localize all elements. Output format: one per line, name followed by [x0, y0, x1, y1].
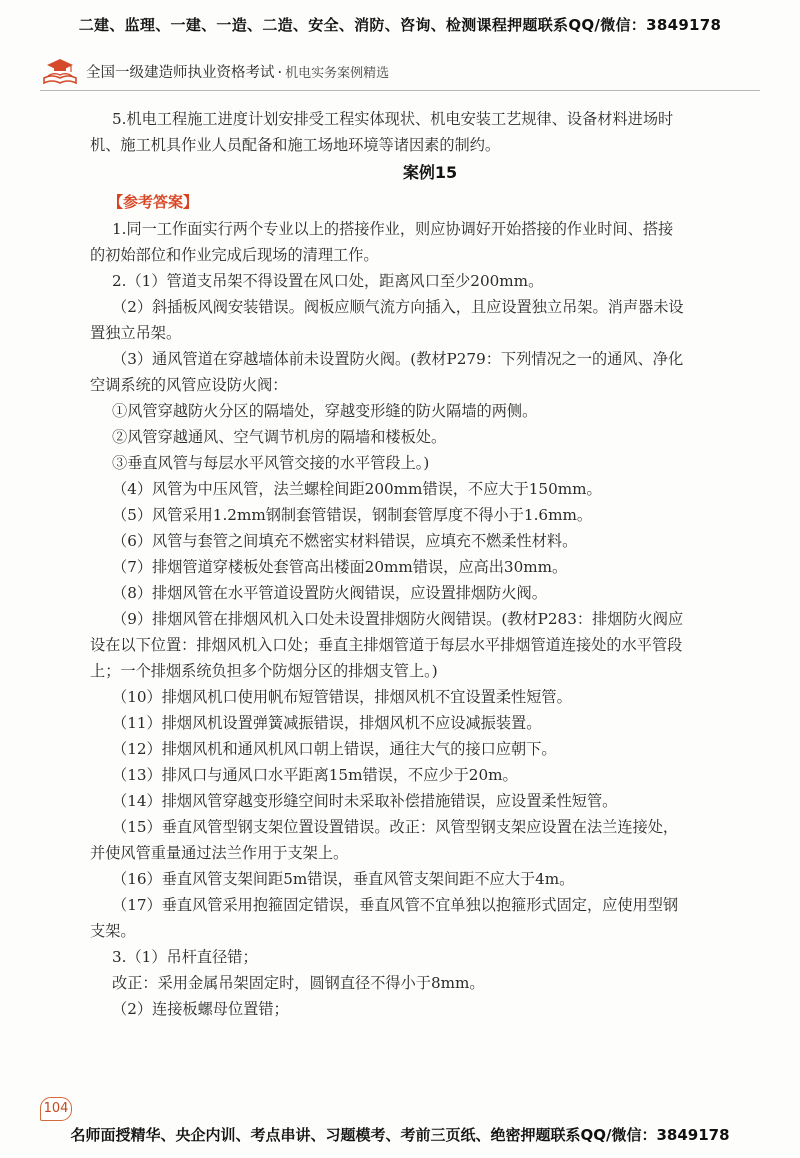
answer-line: 3.（1）吊杆直径错； — [112, 948, 258, 966]
answer-line: ③垂直风管与每层水平风管交接的水平管段上。) — [112, 454, 430, 472]
answer-line: 设在以下位置：排烟风机入口处；垂直主排烟管道于每层水平排烟管道连接处的水平管段 — [90, 636, 683, 654]
book-subtitle: 机电实务案例精选 — [285, 66, 390, 81]
answer-line: （8）排烟风管在水平管道设置防火阀错误，应设置排烟防火阀。 — [112, 584, 547, 602]
answer-line: ①风管穿越防火分区的隔墙处，穿越变形缝的防火隔墙的两侧。 — [112, 402, 538, 420]
answer-line: （15）垂直风管型钢支架位置设置错误。改正：风管型钢支架应设置在法兰连接处， — [112, 818, 679, 836]
answer-body — [90, 216, 748, 1022]
answer-line: （3）通风管道在穿越墙体前未设置防火阀。(教材P279：下列情况之一的通风、净化 — [112, 350, 684, 368]
text-line: 5.机电工程施工进度计划安排受工程实体现状、机电安装工艺规律、设备材料进场时 — [112, 110, 674, 128]
answer-line: 2.（1）管道支吊架不得设置在风口处，距离风口至少200mm。 — [112, 272, 544, 290]
answer-line: （12）排烟风机和通风机风口朝上错误，通往大气的接口应朝下。 — [112, 740, 557, 758]
text-line: 机、施工机具作业人员配备和施工场地环境等诸因素的制约。 — [90, 136, 501, 154]
answer-line: （9）排烟风管在排烟风机入口处未设置排烟防火阀错误。(教材P283：排烟防火阀应 — [112, 610, 684, 628]
answer-line: （5）风管采用1.2mm钢制套管错误，钢制套管厚度不得小于1.6mm。 — [112, 506, 593, 524]
answer-line: 支架。 — [90, 922, 136, 940]
answer-line: （7）排烟管道穿楼板处套管高出楼面20mm错误，应高出30mm。 — [112, 558, 568, 576]
answer-line: 改正：采用金属吊架固定时，圆钢直径不得小于8mm。 — [112, 974, 485, 992]
answer-line: （4）风管为中压风管，法兰螺栓间距200mm错误，不应大于150mm。 — [112, 480, 602, 498]
answer-line: （11）排烟风机设置弹簧减振错误，排烟风机不应设减振装置。 — [112, 714, 542, 732]
page-content — [90, 106, 748, 1022]
answer-line: 1.同一工作面实行两个专业以上的搭接作业，则应协调好开始搭接的作业时间、搭接 — [112, 220, 674, 238]
answer-line: （13）排风口与通风口水平距离15m错误，不应少于20m。 — [112, 766, 518, 784]
answer-line: （2）连接板螺母位置错； — [112, 1000, 289, 1018]
answer-line: （17）垂直风管采用抱箍固定错误，垂直风管不宜单独以抱箍形式固定，应使用型钢 — [112, 896, 679, 914]
answer-line: （6）风管与套管之间填充不燃密实材料错误，应填充不燃柔性材料。 — [112, 532, 578, 550]
answer-line: 并使风管重量通过法兰作用于支架上。 — [90, 844, 349, 862]
answer-line: （16）垂直风管支架间距5m错误，垂直风管支架间距不应大于4m。 — [112, 870, 575, 888]
answer-line: ②风管穿越通风、空气调节机房的隔墙和楼板处。 — [112, 428, 447, 446]
graduation-cap-book-icon — [40, 56, 80, 86]
answer-line: 的初始部位和作业完成后现场的清理工作。 — [90, 246, 379, 264]
answer-line: （2）斜插板风阀安装错误。阀板应顺气流方向插入，且应设置独立吊架。消声器未设 — [112, 298, 684, 316]
page-number: 104 — [40, 1097, 72, 1121]
answer-line: 置独立吊架。 — [90, 324, 182, 342]
case-title: 案例15 — [402, 163, 458, 182]
header-title — [86, 61, 389, 82]
title-separator: · — [277, 65, 283, 81]
intro-paragraph — [90, 106, 748, 158]
top-banner: 二建、监理、一建、一造、二造、安全、消防、咨询、检测课程押题联系QQ/微信：3849178 — [78, 16, 722, 34]
answer-line: （10）排烟风机口使用帆布短管错误，排烟风机不宜设置柔性短管。 — [112, 688, 572, 706]
answer-line: 空调系统的风管应设防火阀： — [90, 376, 288, 394]
answer-line: 上；一个排烟系统负担多个防烟分区的排烟支管上。) — [90, 662, 438, 680]
answer-label: 【参考答案】 — [108, 193, 199, 211]
page-header — [40, 52, 760, 91]
bottom-banner: 名师面授精华、央企内训、考点串讲、习题模考、考前三页纸、绝密押题联系QQ/微信：3849178 — [70, 1126, 730, 1144]
exam-title: 全国一级建造师执业资格考试 — [86, 65, 275, 81]
answer-line: （14）排烟风管穿越变形缝空间时未采取补偿措施错误，应设置柔性短管。 — [112, 792, 618, 810]
